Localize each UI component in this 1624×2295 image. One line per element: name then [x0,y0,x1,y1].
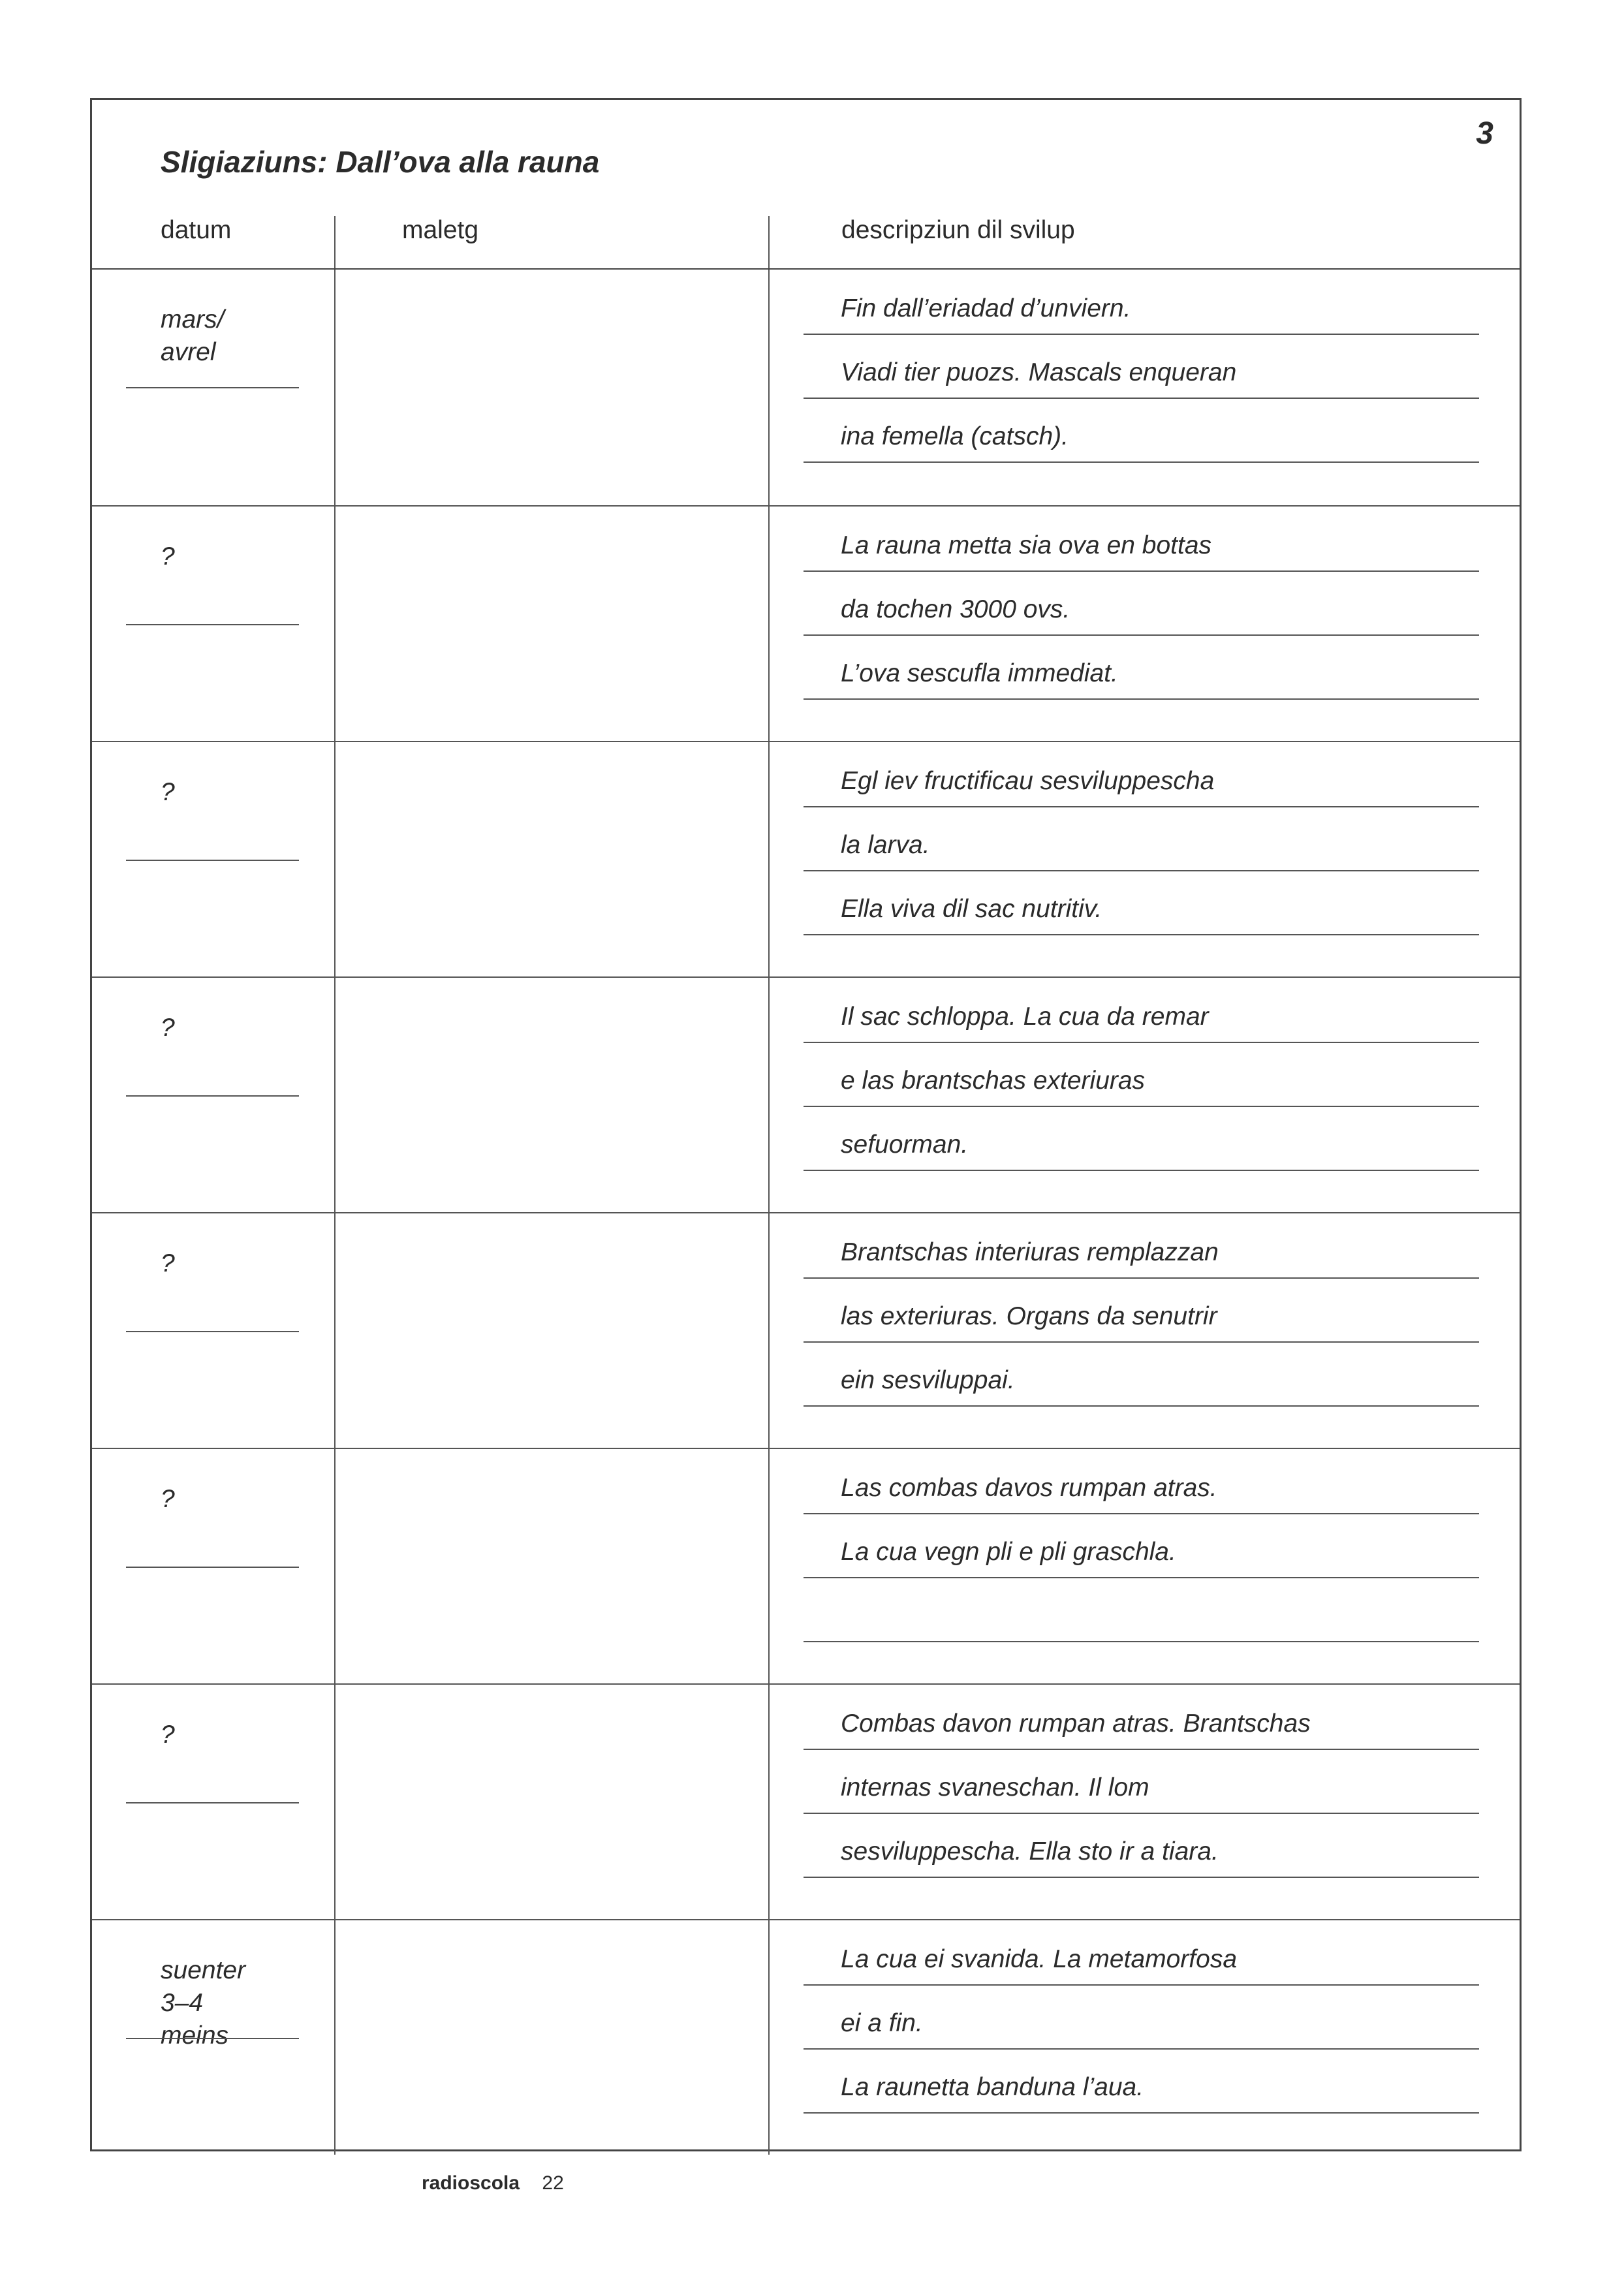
header-divider [768,216,770,268]
description-text: da tochen 3000 ovs. [841,595,1070,623]
description-line [804,1277,1479,1343]
column-divider [768,1449,770,1683]
description-text: Brantschas interiuras remplazzan [841,1238,1219,1266]
table-row [92,1919,1520,2155]
picture-cell [336,742,768,976]
page-footer [422,2172,564,2194]
column-divider [768,978,770,1212]
date-cell: mars/ avrel [161,305,225,366]
picture-cell [336,1213,768,1448]
description-text: e las brantschas exteriuras [841,1067,1146,1095]
date-cell: ? [161,1485,175,1513]
description-text: ina femella (catsch). [841,422,1069,450]
description-text: sesviluppescha. Ella sto ir a tiara. [841,1837,1219,1866]
description-text: Viadi tier puozs. Mascals enqueran [841,358,1237,386]
description-line [804,870,1479,935]
table-row [92,1448,1520,1683]
column-header-datum: datum [161,216,232,244]
date-writing-line [126,1802,299,1803]
description-line [804,1341,1479,1407]
column-divider [768,742,770,976]
description-line [804,634,1479,700]
table-row [92,270,1520,505]
description-line [804,1749,1479,1814]
date-writing-line [126,1567,299,1568]
description-line [804,1513,1479,1578]
page-number: 3 [1476,116,1493,151]
description-line [804,1920,1479,1986]
description-text: internas svaneschan. Il lom [841,1773,1149,1802]
picture-cell [336,270,768,505]
date-cell: ? [161,1014,175,1042]
picture-cell [336,978,768,1212]
date-writing-line [126,387,299,388]
date-writing-line [126,1331,299,1332]
description-line [804,978,1479,1043]
description-line [804,1042,1479,1107]
description-line [804,270,1479,335]
date-cell: suenter 3–4 meins [161,1956,246,2050]
table-row [92,1683,1520,1919]
picture-cell [336,1685,768,1919]
description-text: Egl iev fructificau sesviluppescha [841,767,1215,795]
description-text: la larva. [841,831,930,859]
description-line [804,1577,1479,1642]
description-line [804,1685,1479,1750]
description-text: La cua ei svanida. La metamorfosa [841,1945,1238,1973]
picture-cell [336,1920,768,2155]
worksheet-table [90,98,1522,2151]
description-text: Ella viva dil sac nutritiv. [841,895,1102,923]
description-text: Las combas davos rumpan atras. [841,1474,1217,1502]
table-row [92,976,1520,1212]
date-cell: ? [161,778,175,806]
column-divider [768,1920,770,2155]
date-cell: ? [161,1721,175,1749]
picture-cell [336,1449,768,1683]
description-line [804,1984,1479,2050]
worksheet-title: Sligiaziuns: Dall’ova alla rauna [161,145,600,179]
table-row [92,741,1520,976]
date-writing-line [126,2038,299,2039]
description-line [804,1813,1479,1878]
description-line [804,398,1479,463]
column-divider [768,270,770,505]
description-text: Il sac schloppa. La cua da remar [841,1003,1209,1031]
description-line [804,1213,1479,1279]
column-divider [768,1213,770,1448]
description-text: Combas davon rumpan atras. Brantschas [841,1710,1311,1738]
date-cell: ? [161,542,175,570]
footer-brand: radioscola [422,2172,520,2194]
description-text: ei a fin. [841,2009,923,2037]
date-writing-line [126,860,299,861]
picture-cell [336,507,768,741]
description-text: La cua vegn pli e pli graschla. [841,1538,1176,1566]
description-line [804,1449,1479,1514]
date-writing-line [126,624,299,625]
date-writing-line [126,1095,299,1097]
header-divider [334,216,336,268]
table-row [92,505,1520,741]
description-text: La raunetta banduna l’aua. [841,2073,1144,2101]
column-divider [768,1685,770,1919]
description-text: sefuorman. [841,1131,969,1159]
description-line [804,334,1479,399]
column-divider [768,507,770,741]
column-header-maletg: maletg [402,216,479,244]
column-header-descripziun: descripziun dil svilup [841,216,1075,244]
table-row [92,1212,1520,1448]
description-text: las exteriuras. Organs da senutrir [841,1302,1217,1330]
footer-page-number: 22 [542,2172,564,2194]
description-text: L’ova sescufla immediat. [841,659,1118,687]
description-text: La rauna metta sia ova en bottas [841,531,1212,559]
description-line [804,570,1479,636]
table-body [92,270,1520,2155]
description-line [804,742,1479,807]
date-cell: ? [161,1249,175,1277]
description-line [804,2048,1479,2114]
description-line [804,507,1479,572]
description-text: Fin dall’eriadad d’unviern. [841,294,1131,322]
description-text: ein sesviluppai. [841,1366,1015,1394]
description-line [804,806,1479,871]
description-line [804,1106,1479,1171]
